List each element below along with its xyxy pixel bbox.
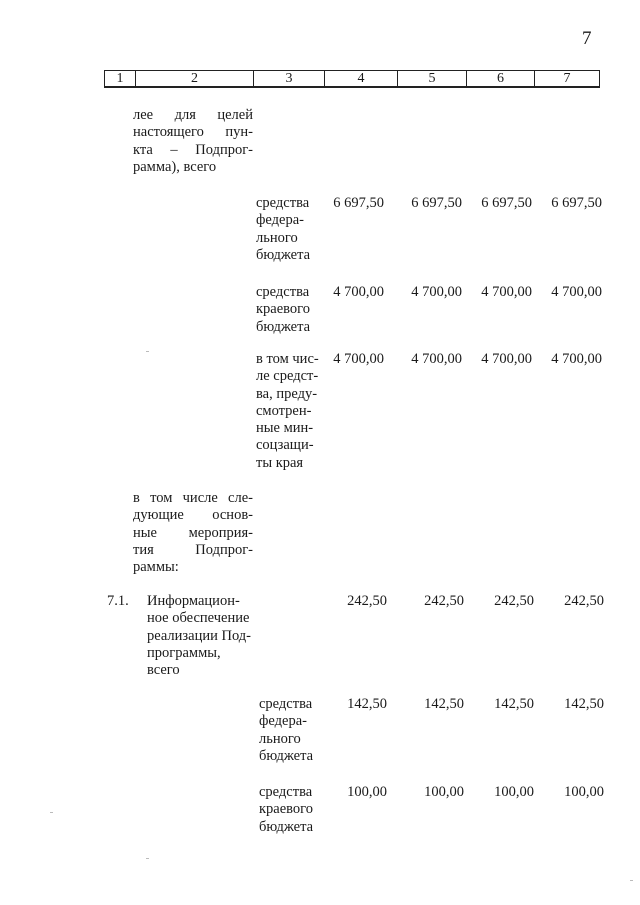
value-cell: 142,50 [424, 696, 464, 712]
source-line: льного [259, 730, 301, 747]
source-line: краевого [256, 301, 310, 318]
scan-mark [630, 880, 633, 881]
title-line: всего [147, 662, 180, 679]
source-line: ва, преду- [256, 385, 318, 402]
value-cell: 100,00 [564, 784, 604, 800]
header-col-4: 4 [325, 71, 398, 86]
page-number: 7 [582, 28, 592, 49]
source-line: средства [259, 784, 313, 800]
heading-line: дующие основ- [133, 507, 253, 524]
source-line: краевого [259, 801, 313, 818]
title-line: ное обеспечение [147, 610, 250, 627]
item-federal-source [259, 696, 333, 765]
source-line: бюджета [256, 318, 311, 335]
heading-line: ные мероприя- [133, 524, 253, 541]
item-number: 7.1. [107, 593, 129, 609]
source-line: средства [259, 696, 313, 712]
value-cell: 4 700,00 [333, 284, 384, 300]
item-title [147, 593, 257, 679]
source-line: соцзащи- [256, 437, 314, 454]
source-line: бюджета [259, 747, 314, 764]
scan-mark [50, 812, 53, 813]
source-line: федера- [259, 713, 307, 730]
value-cell: 242,50 [494, 593, 534, 609]
heading-line: раммы: [133, 559, 179, 576]
source-line: средства [256, 195, 310, 211]
source-line: смотрен- [256, 402, 312, 419]
header-col-7: 7 [563, 70, 571, 86]
value-cell: 242,50 [564, 593, 604, 609]
value-cell: 4 700,00 [333, 351, 384, 367]
intro-line: кта – Подпрог- [133, 141, 253, 158]
source-line: средства [256, 284, 310, 300]
item-regional-source [259, 784, 333, 836]
intro-line: рамма), всего [133, 158, 217, 175]
title-line: Информацион- [147, 593, 240, 609]
title-line: программы, [147, 644, 221, 661]
scan-mark [146, 351, 149, 352]
value-cell: 4 700,00 [411, 284, 462, 300]
source-line: льного [256, 229, 298, 246]
heading-line: тия Подпрог- [133, 541, 253, 558]
value-cell: 4 700,00 [551, 351, 602, 367]
source-line: бюджета [259, 818, 314, 835]
value-cell: 100,00 [494, 784, 534, 800]
value-cell: 4 700,00 [481, 351, 532, 367]
source-line: в том чис- [256, 351, 319, 367]
header-col-3: 3 [254, 71, 325, 86]
main-activities-heading [133, 490, 253, 576]
header-col-1: 1 [105, 71, 136, 86]
value-cell: 142,50 [347, 696, 387, 712]
value-cell: 142,50 [494, 696, 534, 712]
value-cell: 6 697,50 [481, 195, 532, 211]
value-cell: 6 697,50 [333, 195, 384, 211]
value-cell: 100,00 [424, 784, 464, 800]
title-line: реализации Под- [147, 627, 251, 644]
row-federal-source [256, 195, 330, 264]
table-header-row [104, 70, 600, 88]
source-line: ле средст- [256, 368, 319, 385]
row-regional-source [256, 284, 330, 336]
source-line: ты края [256, 454, 304, 471]
source-line: ные мин- [256, 420, 314, 437]
intro-text [133, 107, 253, 176]
heading-line: в том числе сле- [133, 490, 253, 506]
value-cell: 4 700,00 [481, 284, 532, 300]
value-cell: 4 700,00 [411, 351, 462, 367]
value-cell: 242,50 [347, 593, 387, 609]
header-col-5: 5 [398, 71, 467, 86]
value-cell: 100,00 [347, 784, 387, 800]
intro-line: лее для целей [133, 107, 253, 123]
source-line: бюджета [256, 246, 311, 263]
value-cell: 6 697,50 [411, 195, 462, 211]
value-cell: 6 697,50 [551, 195, 602, 211]
header-col-6: 6 [467, 71, 535, 86]
row-social-protection-source [256, 351, 330, 472]
value-cell: 142,50 [564, 696, 604, 712]
header-col-2: 2 [136, 71, 254, 86]
scan-mark [146, 858, 149, 859]
value-cell: 242,50 [424, 593, 464, 609]
value-cell: 4 700,00 [551, 284, 602, 300]
source-line: федера- [256, 212, 304, 229]
intro-line: настоящего пун- [133, 124, 253, 141]
